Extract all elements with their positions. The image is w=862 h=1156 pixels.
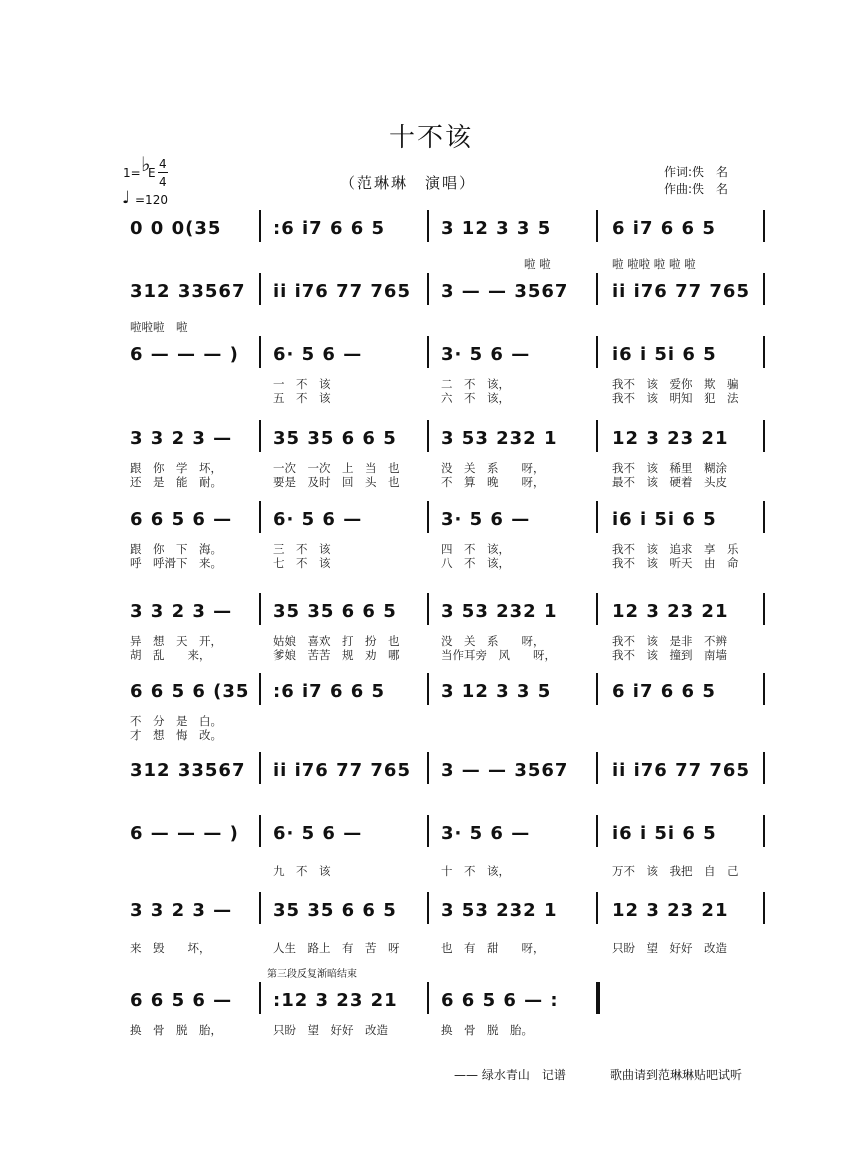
measure-notes: 3 — — 3567	[441, 760, 569, 781]
lyric-text: 我不 该 撞到 南墙	[612, 648, 727, 662]
bar-line	[259, 210, 261, 242]
measure-notes: :6 i7 6 6 5	[273, 681, 386, 702]
flat-icon: ♭	[141, 152, 151, 176]
time-signature-bottom: 4	[159, 175, 167, 189]
bar-line	[259, 336, 261, 368]
lyric-text: 五 不 该	[273, 391, 331, 405]
bar-line	[596, 982, 600, 1014]
lyric-text: 跟 你 下 海。	[130, 542, 222, 556]
measure-notes: 12 3 23 21	[612, 601, 729, 622]
measure-notes: i6 i 5i 6 5	[612, 344, 717, 365]
measure-notes: 3 — — 3567	[441, 281, 569, 302]
bar-line	[259, 273, 261, 305]
lyric-text: 一次 一次 上 当 也	[273, 461, 400, 475]
bar-line	[427, 273, 429, 305]
lyric-text: 我不 该 爱你 欺 骗	[612, 377, 739, 391]
measure-notes: 3 12 3 3 5	[441, 681, 552, 702]
lyric-text: 不 算 晚 呀，	[441, 475, 545, 489]
lyric-text: 姑娘 喜欢 打 扮 也	[273, 634, 400, 648]
performer-subtitle: （范琳琳 演唱）	[340, 174, 477, 192]
bar-line	[427, 752, 429, 784]
lyric-text: 来 毁 坏，	[130, 941, 211, 955]
bar-line	[763, 501, 765, 533]
lyric-text: 跟 你 学 坏，	[130, 461, 222, 475]
measure-notes: 35 35 6 6 5	[273, 900, 397, 921]
bar-line	[763, 273, 765, 305]
bar-line	[259, 752, 261, 784]
lyric-text: 啦啦啦 啦	[130, 320, 188, 334]
tempo: =120	[135, 193, 168, 207]
measure-notes: 12 3 23 21	[612, 900, 729, 921]
measure-notes: 3 3 2 3 —	[130, 900, 233, 921]
bar-line	[596, 501, 598, 533]
measure-notes: 35 35 6 6 5	[273, 428, 397, 449]
measure-notes: ii i76 77 765	[273, 281, 411, 302]
lyric-text: 当作耳旁 风 呀，	[441, 648, 556, 662]
lyric-text: 也 有 甜 呀，	[441, 941, 545, 955]
measure-notes: :12 3 23 21	[273, 990, 398, 1011]
measure-notes: ii i76 77 765	[612, 760, 750, 781]
bar-line	[763, 593, 765, 625]
measure-notes: ii i76 77 765	[273, 760, 411, 781]
bar-line	[596, 210, 598, 242]
measure-notes: ii i76 77 765	[612, 281, 750, 302]
measure-notes: 3 53 232 1	[441, 601, 558, 622]
lyric-text: 呼 呼滑下 来。	[130, 556, 222, 570]
lyric-text: 一 不 该	[273, 377, 331, 391]
bar-line	[427, 982, 429, 1014]
bar-line	[427, 673, 429, 705]
lyric-text: 还 是 能 耐。	[130, 475, 222, 489]
measure-notes: 0 0 0(35	[130, 218, 222, 239]
time-signature-top: 4	[159, 157, 167, 171]
bar-line	[259, 982, 261, 1014]
measure-notes: 6 6 5 6 (35	[130, 681, 250, 702]
measure-notes: 12 3 23 21	[612, 428, 729, 449]
bar-line	[596, 815, 598, 847]
lyric-text: 换 骨 脱 胎。	[441, 1023, 533, 1037]
bar-line	[427, 815, 429, 847]
bar-line	[259, 420, 261, 452]
bar-line	[259, 593, 261, 625]
measure-notes: 3 53 232 1	[441, 428, 558, 449]
recorder-credit: —— 绿水青山 记谱	[454, 1068, 566, 1082]
key-label: 1=	[123, 166, 141, 180]
lyric-text: 只盼 望 好好 改造	[612, 941, 727, 955]
lyric-text: 要是 及时 回 头 也	[273, 475, 400, 489]
lyric-text: 三 不 该	[273, 542, 331, 556]
song-title: 十不该	[388, 123, 473, 153]
bar-line	[596, 336, 598, 368]
bar-line	[427, 501, 429, 533]
measure-notes: 6 i7 6 6 5	[612, 218, 716, 239]
lyric-text: 七 不 该	[273, 556, 331, 570]
key-name: E	[148, 166, 156, 180]
measure-notes: 6 — — — )	[130, 823, 239, 844]
lyric-text: 十 不 该，	[441, 864, 510, 878]
bar-line	[427, 210, 429, 242]
lyric-text: 二 不 该，	[441, 377, 510, 391]
lyric-text: 我不 该 是非 不辨	[612, 634, 727, 648]
bar-line	[427, 336, 429, 368]
bar-line	[427, 593, 429, 625]
lyric-text: 最不 该 硬着 头皮	[612, 475, 727, 489]
bar-line	[427, 892, 429, 924]
lyric-text: 六 不 该，	[441, 391, 510, 405]
measure-notes: 6 6 5 6 —	[130, 990, 233, 1011]
bar-line	[763, 752, 765, 784]
lyric-text: 我不 该 追求 享 乐	[612, 542, 739, 556]
lyric-text: 没 关 系 呀，	[441, 461, 545, 475]
measure-notes: 3 3 2 3 —	[130, 601, 233, 622]
lyric-text: 不 分 是 白。	[130, 714, 222, 728]
measure-notes: 6 — — — )	[130, 344, 239, 365]
lyric-text: 我不 该 稀里 糊涂	[612, 461, 727, 475]
lyric-text: 爹娘 苦苦 规 劝 哪	[273, 648, 400, 662]
measure-notes: 6 6 5 6 — :	[441, 990, 559, 1011]
measure-notes: 312 33567	[130, 760, 246, 781]
listen-hint: 歌曲请到范琳琳贴吧试听	[610, 1068, 743, 1082]
lyric-text: 万不 该 我把 自 己	[612, 864, 739, 878]
quarter-note-icon: ♩	[122, 188, 131, 208]
repeat-note: 第三段反复渐暗结束	[267, 969, 357, 980]
measure-notes: 6 6 5 6 —	[130, 509, 233, 530]
measure-notes: 6 i7 6 6 5	[612, 681, 716, 702]
composer-credit: 作曲:佚 名	[664, 182, 729, 196]
measure-notes: 6· 5 6 —	[273, 823, 363, 844]
lyric-text: 四 不 该，	[441, 542, 510, 556]
lyric-text: 啦 啦啦 啦 啦 啦	[612, 257, 696, 271]
bar-line	[763, 673, 765, 705]
bar-line	[596, 752, 598, 784]
measure-notes: i6 i 5i 6 5	[612, 509, 717, 530]
measure-notes: 3· 5 6 —	[441, 509, 531, 530]
bar-line	[596, 593, 598, 625]
bar-line	[259, 501, 261, 533]
measure-notes: 312 33567	[130, 281, 246, 302]
bar-line	[596, 420, 598, 452]
measure-notes: i6 i 5i 6 5	[612, 823, 717, 844]
bar-line	[763, 420, 765, 452]
lyric-text: 异 想 天 开，	[130, 634, 222, 648]
bar-line	[259, 815, 261, 847]
bar-line	[763, 336, 765, 368]
lyric-text: 人生 路上 有 苦 呀	[273, 941, 400, 955]
lyric-text: 只盼 望 好好 改造	[273, 1023, 388, 1037]
lyric-text: 啦 啦	[524, 257, 551, 271]
bar-line	[763, 892, 765, 924]
lyric-text: 我不 该 明知 犯 法	[612, 391, 739, 405]
bar-line	[596, 273, 598, 305]
lyricist-credit: 作词:佚 名	[664, 165, 729, 179]
lyric-text: 没 关 系 呀，	[441, 634, 545, 648]
measure-notes: 6· 5 6 —	[273, 509, 363, 530]
measure-notes: :6 i7 6 6 5	[273, 218, 386, 239]
lyric-text: 我不 该 听天 由 命	[612, 556, 739, 570]
measure-notes: 3· 5 6 —	[441, 823, 531, 844]
bar-line	[763, 815, 765, 847]
lyric-text: 胡 乱 来，	[130, 648, 211, 662]
lyric-text: 才 想 悔 改。	[130, 728, 222, 742]
measure-notes: 3 3 2 3 —	[130, 428, 233, 449]
measure-notes: 3· 5 6 —	[441, 344, 531, 365]
bar-line	[596, 673, 598, 705]
measure-notes: 3 53 232 1	[441, 900, 558, 921]
bar-line	[763, 210, 765, 242]
bar-line	[596, 892, 598, 924]
bar-line	[259, 673, 261, 705]
bar-line	[259, 892, 261, 924]
lyric-text: 九 不 该	[273, 864, 331, 878]
measure-notes: 35 35 6 6 5	[273, 601, 397, 622]
time-signature-line	[158, 172, 168, 173]
measure-notes: 6· 5 6 —	[273, 344, 363, 365]
lyric-text: 八 不 该，	[441, 556, 510, 570]
measure-notes: 3 12 3 3 5	[441, 218, 552, 239]
bar-line	[427, 420, 429, 452]
lyric-text: 换 骨 脱 胎，	[130, 1023, 222, 1037]
